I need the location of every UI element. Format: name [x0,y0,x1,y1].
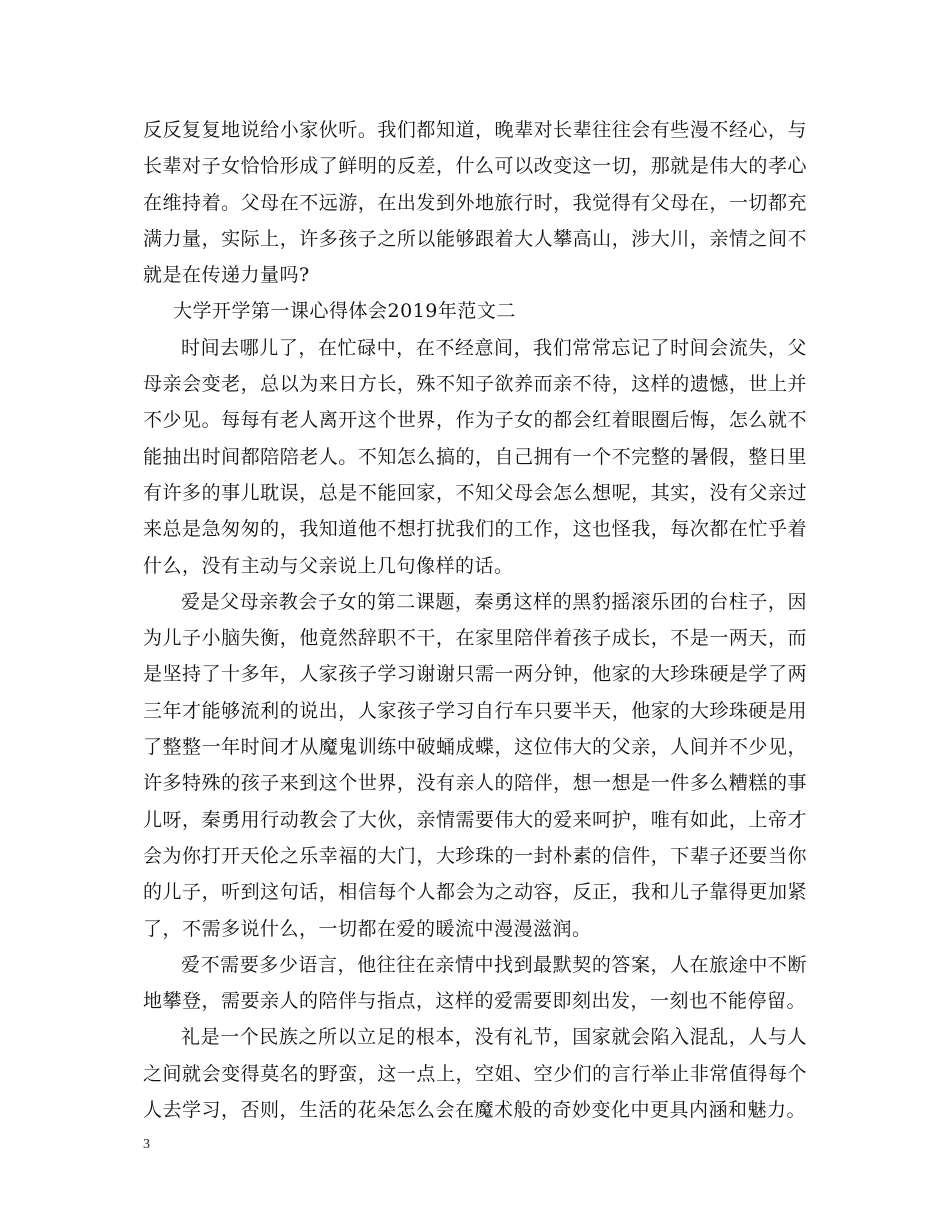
body-paragraph: 礼是一个民族之所以立足的根本，没有礼节，国家就会陷入混乱，人与人之间就会变得莫名的野蛮，这一点上，空姐、空少们的言行举止非常值得每个人去学习，否则，生活的花朵怎么会在魔术般的奇妙变化中更具内涵和魅力。 [143,1026,807,1122]
document-body [143,112,807,1128]
section-heading: 大学开学第一课心得体会2019年范文二 [173,300,516,323]
body-paragraph: 爱不需要多少语言，他往往在亲情中找到最默契的答案，人在旅途中不断地攀登，需要亲人的陪伴与指点，这样的爱需要即刻出发，一刻也不能停留。 [143,953,807,1013]
body-paragraph: 爱是父母亲教会子女的第二课题，秦勇这样的黑豹摇滚乐团的台柱子，因为儿子小脑失衡，他竟然辞职不干，在家里陪伴着孩子成长，不是一两天，而是坚持了十多年，人家孩子学习谢谢只需一两分钟，他家的大珍珠硬是学了两三年才能够流利的说出，人家孩子学习自行车只要半天，他家的大珍珠硬是用了整整一年时间才从魔鬼训练中破蛹成蝶，这位伟大的父亲，人间并不少见，许多特殊的孩子来到这个世界，没有亲人的陪伴，想一想是一件多么糟糕的事儿呀，秦勇用行动教会了大伙，亲情需要伟大的爱来呵护，唯有如此，上帝才会为你打开天伦之乐幸福的大门，大珍珠的一封朴素的信件，下辈子还要当你的儿子，听到这句话，相信每个人都会为之动容，反正，我和儿子靠得更加紧了，不需多说什么，一切都在爱的暖流中漫漫滋润。 [143,590,807,940]
body-paragraph: 反反复复地说给小家伙听。我们都知道，晚辈对长辈往往会有些漫不经心，与长辈对子女恰恰形成了鲜明的反差，什么可以改变这一切，那就是伟大的孝心在维持着。父母在不远游，在出发到外地旅行时，我觉得有父母在，一切都充满力量，实际上，许多孩子之所以能够跟着大人攀高山，涉大川，亲情之间不就是在传递力量吗? [143,119,807,287]
page-number: 3 [143,1137,150,1152]
body-paragraph: 时间去哪儿了，在忙碌中，在不经意间，我们常常忘记了时间会流失，父母亲会变老，总以为来日方长，殊不知子欲养而亲不待，这样的遗憾，世上并不少见。每每有老人离开这个世界，作为子女的都会红着眼圈后悔，怎么就不能抽出时间都陪陪老人。不知怎么搞的，自己拥有一个不完整的暑假，整日里有许多的事儿耽误，总是不能回家，不知父母会怎么想呢，其实，没有父亲过来总是急匆匆的，我知道他不想打扰我们的工作，这也怪我，每次都在忙乎着什么，没有主动与父亲说上几句像样的话。 [143,336,807,577]
